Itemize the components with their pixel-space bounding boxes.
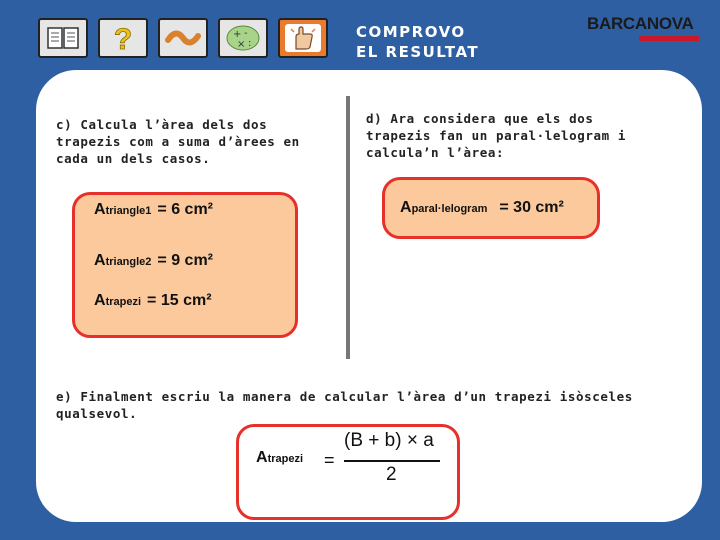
svg-text:?: ? [113,23,133,54]
area-value: = 6 cm² [157,201,214,218]
book-button[interactable] [38,18,88,58]
section-c-instructions: c) Calcula l’àrea dels dos trapezis com a suma d’àrees en cada un dels casos. [56,117,300,166]
trapezi-formula-fraction [318,430,448,490]
area-symbol: A [94,252,106,269]
area-symbol: A [94,201,106,218]
page-title [356,22,479,62]
area-trapezi-row [94,292,212,310]
title-line-2: EL RESULTAT [356,43,480,61]
section-divider [346,96,350,359]
question-icon [105,22,141,54]
fraction-bar [344,460,440,462]
book-icon [45,24,81,52]
svg-text:-: - [244,28,248,39]
area-subscript: trapezi [105,296,142,308]
toolbar [38,18,328,62]
area-subscript: triangle2 [105,256,152,268]
area-symbol: A [400,199,412,216]
area-triangle1-row [94,201,213,219]
wave-icon [164,24,202,52]
section-d-instructions: d) Ara considera que els dos trapezis fan un paral·lelogram i calcula’n l’àrea: [366,111,627,160]
area-symbol: A [256,449,268,466]
logo-bar [639,36,699,41]
area-subscript: trapezi [267,453,304,465]
check-result-button[interactable] [278,18,328,58]
svg-text:×: × [237,39,246,50]
logo-text: BARCANOVA [587,14,694,33]
operations-icon [224,23,262,53]
area-value: = 15 cm² [147,292,212,309]
svg-text::: : [248,38,252,49]
area-value: = 30 cm² [499,199,564,216]
section-e-instructions: e) Finalment escriu la manera de calcular l’àrea d’un trapezi isòsceles qualsevol. [56,389,633,421]
area-subscript: paral·lelogram [411,203,488,215]
area-value: = 9 cm² [157,252,214,269]
title-line-1: COMPROVO [356,23,466,41]
operations-button[interactable] [218,18,268,58]
publisher-logo [587,14,699,44]
area-parallelogram-row [400,199,564,217]
area-triangle2-row [94,252,213,270]
hand-check-icon [285,24,321,52]
wave-button[interactable] [158,18,208,58]
formula-numerator: (B + b) × a [344,430,434,451]
svg-text:+: + [233,29,242,40]
formula-denominator: 2 [386,464,397,485]
equals-sign: = [324,450,335,470]
area-symbol: A [94,292,106,309]
trapezi-formula-label [256,449,303,467]
area-subscript: triangle1 [105,205,152,217]
question-button[interactable] [98,18,148,58]
